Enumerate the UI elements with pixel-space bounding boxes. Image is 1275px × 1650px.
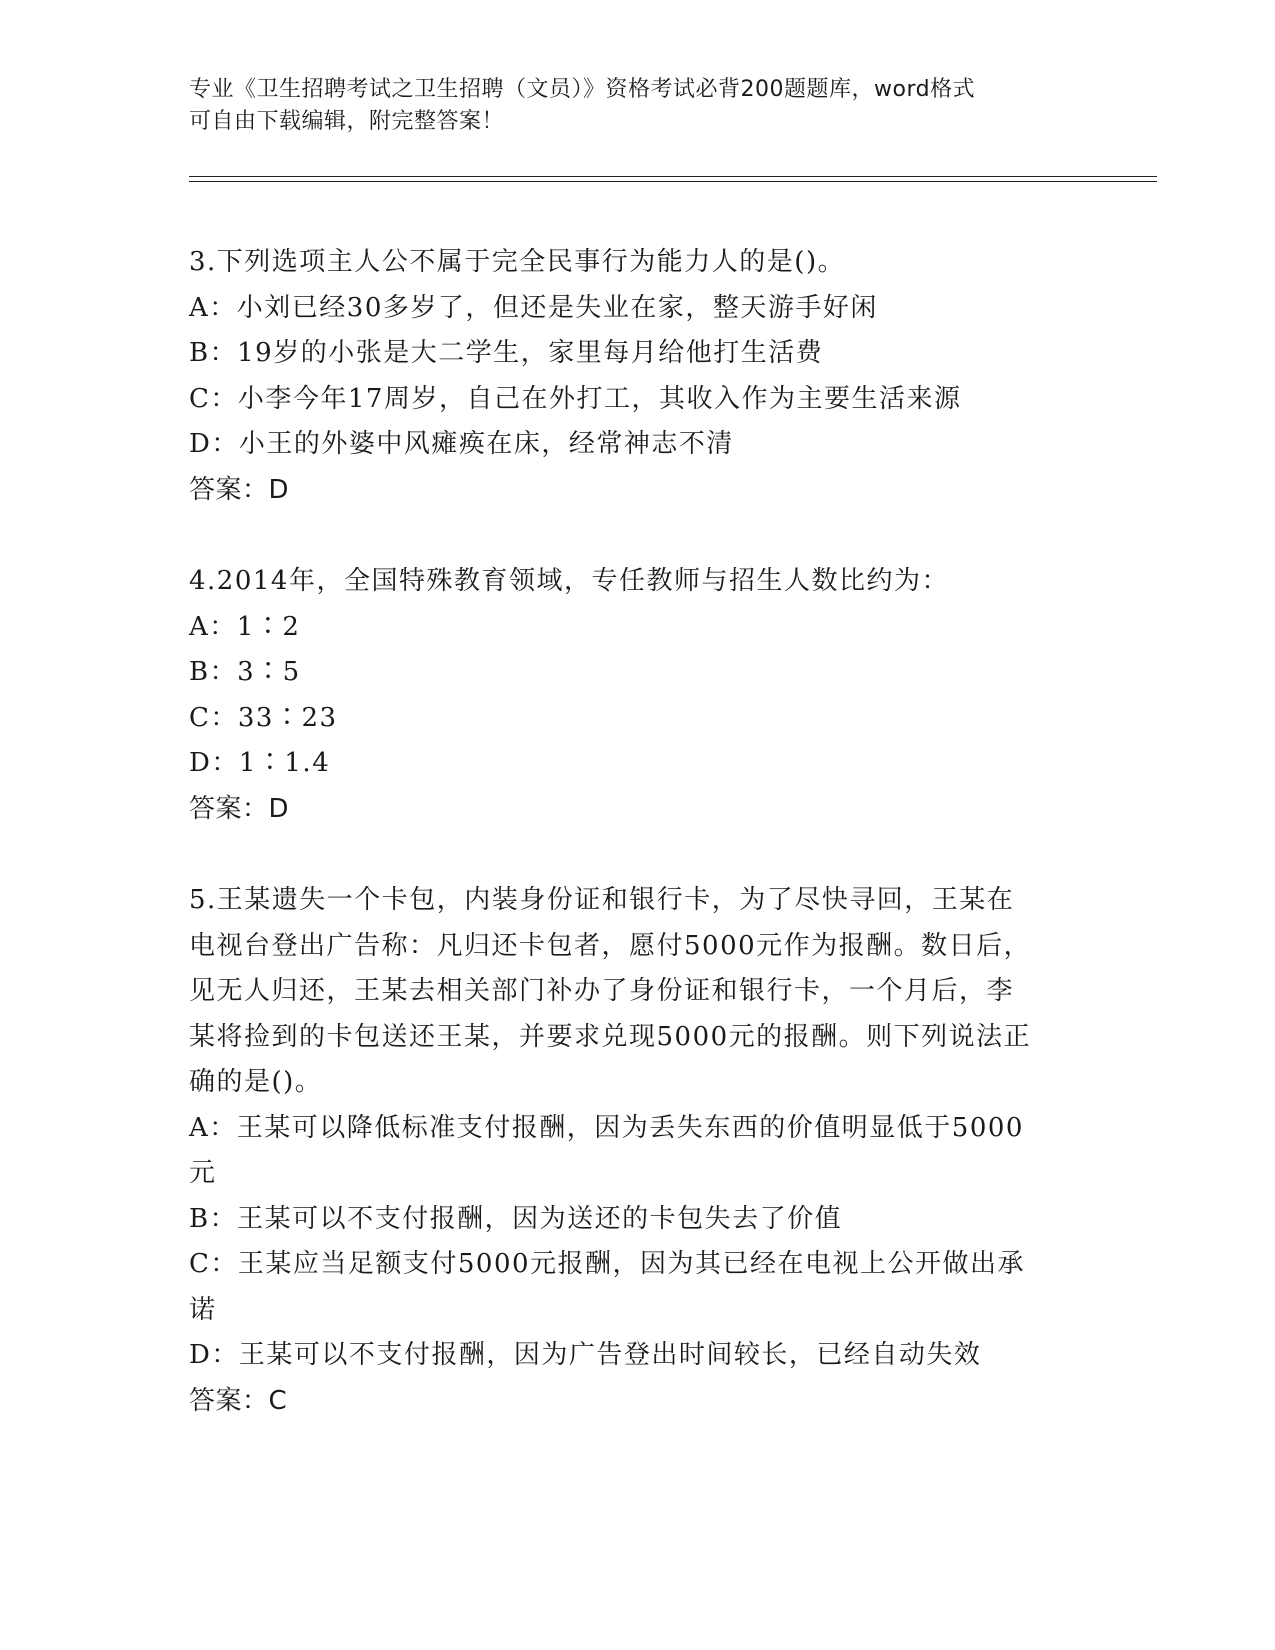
question-stem-line: 某将捡到的卡包送还王某，并要求兑现5000元的报酬。则下列说法正: [189, 1021, 1032, 1052]
question-spacer: [189, 513, 1089, 559]
option-d: D：1∶1.4: [189, 748, 331, 778]
document-header: [189, 74, 1089, 138]
answer-line: 答案：D: [189, 793, 290, 824]
question-stem-line: 电视台登出广告称：凡归还卡包者，愿付5000元作为报酬。数日后，: [189, 930, 1032, 961]
option-a: A：1∶2: [189, 611, 301, 642]
header-divider-bottom: [189, 181, 1157, 182]
question-stem-line: 3.下列选项主人公不属于完全民事行为能力人的是()。: [189, 247, 846, 277]
answer-line: 答案：D: [189, 474, 290, 505]
option-a-continued: 元: [189, 1158, 217, 1188]
question-stem-line: 确的是()。: [189, 1067, 323, 1097]
header-line-1: 专业《卫生招聘考试之卫生招聘（文员）》资格考试必背200题题库，word格式: [189, 77, 976, 102]
option-d: D：小王的外婆中风瘫痪在床，经常神志不清: [189, 429, 734, 459]
header-line-2: 可自由下载编辑，附完整答案！: [189, 109, 505, 134]
option-c: C：33∶23: [189, 702, 338, 733]
header-divider-top: [189, 176, 1157, 177]
option-c: C：王某应当足额支付5000元报酬，因为其已经在电视上公开做出承: [189, 1249, 1026, 1279]
option-a: A：王某可以降低标准支付报酬，因为丢失东西的价值明显低于5000: [189, 1112, 1024, 1143]
question-4: [189, 559, 1089, 832]
option-b: B：19岁的小张是大二学生，家里每月给他打生活费: [189, 338, 824, 368]
question-5: [189, 878, 1089, 1424]
question-stem-line: 4.2014年，全国特殊教育领域，专任教师与招生人数比约为：: [189, 566, 949, 596]
option-c: C：小李今年17周岁，自己在外打工，其收入作为主要生活来源: [189, 383, 962, 414]
answer-line: 答案：C: [189, 1385, 288, 1416]
option-d: D：王某可以不支付报酬，因为广告登出时间较长，已经自动失效: [189, 1340, 982, 1370]
option-b: B：王某可以不支付报酬，因为送还的卡包失去了价值: [189, 1203, 843, 1234]
question-stem-line: 见无人归还，王某去相关部门补办了身份证和银行卡，一个月后，李: [189, 976, 1015, 1006]
question-3: [189, 240, 1089, 513]
question-list: [189, 240, 1089, 1424]
question-stem-line: 5.王某遗失一个卡包，内装身份证和银行卡，为了尽快寻回，王某在: [189, 885, 1015, 915]
question-spacer: [189, 832, 1089, 878]
option-a: A：小刘已经30多岁了，但还是失业在家，整天游手好闲: [189, 292, 878, 323]
option-b: B：3∶5: [189, 657, 301, 687]
option-c-continued: 诺: [189, 1294, 217, 1325]
